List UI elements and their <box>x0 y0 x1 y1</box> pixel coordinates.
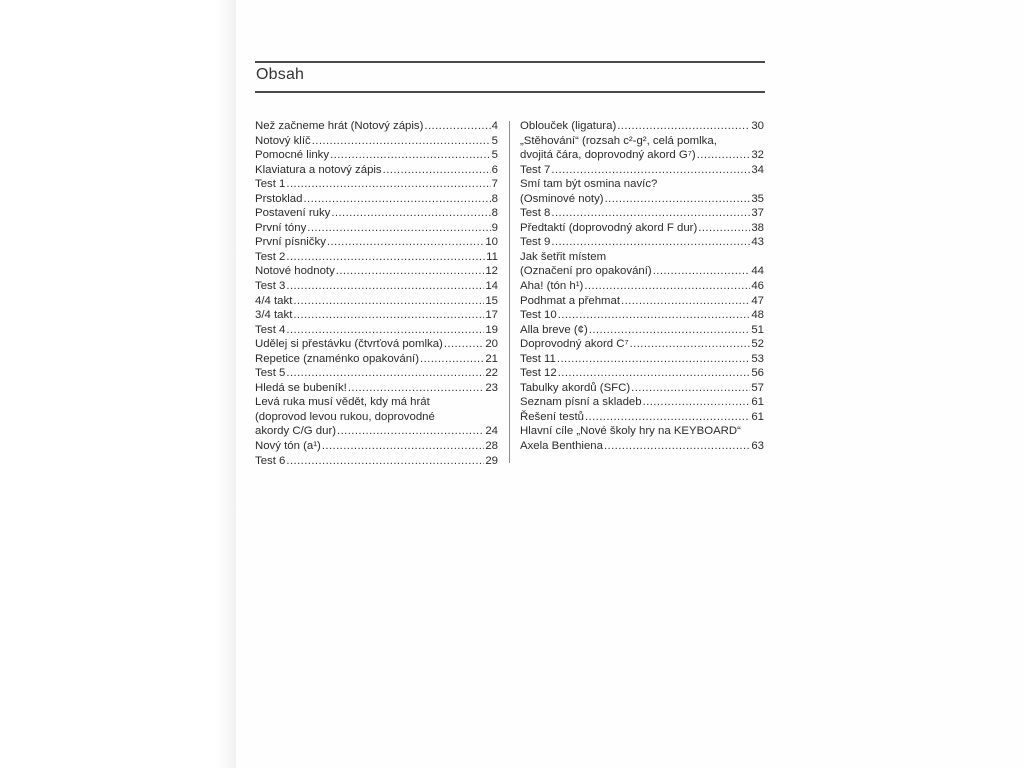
toc-entry-line <box>255 352 498 367</box>
toc-entry-title: Nový tón (a¹) <box>255 440 321 453</box>
toc-page-number: 35 <box>751 192 764 205</box>
toc-dot-leader <box>557 352 750 367</box>
toc-entry-line <box>520 323 764 338</box>
toc-entry-title: akordy C/G dur) <box>255 425 337 438</box>
toc-dot-leader <box>621 294 750 309</box>
toc-dot-leader <box>348 381 485 396</box>
toc-entry-line <box>520 410 764 425</box>
toc-entry-line <box>255 323 498 338</box>
toc-entry <box>520 395 764 410</box>
toc-page-number: 37 <box>751 207 764 220</box>
toc-left-column <box>255 119 498 468</box>
toc-entry-line <box>520 395 764 410</box>
toc-dot-leader <box>293 308 484 323</box>
toc-entry-title: Test 2 <box>255 250 286 263</box>
page-gutter <box>0 0 236 768</box>
toc-entry <box>255 395 498 439</box>
toc-dot-leader <box>286 279 484 294</box>
toc-entry-line <box>255 337 498 352</box>
toc-dot-leader <box>331 206 490 221</box>
toc-dot-leader <box>420 352 484 367</box>
toc-entry-title: Repetice (znaménko opakování) <box>255 352 419 365</box>
toc-entry-line <box>255 308 498 323</box>
toc-entry-title: Klaviatura a notový zápis <box>255 163 382 176</box>
toc-entry-title: Test 8 <box>520 207 551 220</box>
toc-page-number: 57 <box>751 381 764 394</box>
toc-entry <box>255 119 498 134</box>
toc-entry <box>520 235 764 250</box>
toc-entry-title: Postavení ruky <box>255 207 331 220</box>
toc-entry-title: Test 1 <box>255 178 286 191</box>
toc-entry-title-line: Smí tam být osmina navíc? <box>520 178 658 191</box>
toc-entry-line <box>520 352 764 367</box>
toc-entry <box>520 410 764 425</box>
toc-entry <box>255 439 498 454</box>
toc-dot-leader <box>336 264 485 279</box>
toc-dot-leader <box>551 206 750 221</box>
toc-page-number: 24 <box>485 425 498 438</box>
toc-entry-line <box>520 148 764 163</box>
toc-entry-line <box>255 177 498 192</box>
toc-entry-title: Axela Benthiena <box>520 440 603 453</box>
toc-entry-line <box>255 148 498 163</box>
toc-dot-leader <box>286 323 484 338</box>
toc-page-number: 61 <box>751 410 764 423</box>
toc-page-number: 63 <box>751 440 764 453</box>
toc-entry-title: Doprovodný akord C⁷ <box>520 338 629 351</box>
toc-page-number: 12 <box>485 265 498 278</box>
toc-page-number: 29 <box>485 454 498 467</box>
toc-dot-leader <box>424 119 490 134</box>
toc-dot-leader <box>698 221 750 236</box>
toc-entry <box>520 337 764 352</box>
toc-entry-title: Test 9 <box>520 236 551 249</box>
toc-entry-title: 4/4 takt <box>255 294 293 307</box>
toc-dot-leader <box>558 366 751 381</box>
toc-page-number: 47 <box>751 294 764 307</box>
toc-dot-leader <box>286 454 484 469</box>
toc-entry-line <box>520 163 764 178</box>
toc-page-number: 8 <box>491 192 498 205</box>
toc-dot-leader <box>307 221 490 236</box>
toc-entry <box>255 337 498 352</box>
toc-entry-title: (Osminové noty) <box>520 192 604 205</box>
toc-entry <box>255 148 498 163</box>
toc-entry <box>255 163 498 178</box>
toc-dot-leader <box>327 235 484 250</box>
toc-entry <box>255 366 498 381</box>
toc-entry-line <box>520 235 764 250</box>
toc-entry <box>520 163 764 178</box>
toc-entry <box>255 381 498 396</box>
column-divider <box>509 121 510 463</box>
toc-entry-title-line: „Stěhování“ (rozsah c²-g², celá pomlka, <box>520 134 717 147</box>
toc-dot-leader <box>312 134 491 149</box>
toc-entry <box>520 424 764 453</box>
toc-dot-leader <box>630 337 751 352</box>
toc-dot-leader <box>286 250 485 265</box>
toc-page-number: 61 <box>751 396 764 409</box>
toc-entry-title: Udělej si přestávku (čtvrťová pomlka) <box>255 338 443 351</box>
toc-entry <box>255 177 498 192</box>
toc-entry-line <box>255 264 498 279</box>
toc-entry-line <box>520 381 764 396</box>
toc-dot-leader <box>383 163 491 178</box>
toc-entry-line <box>520 192 764 207</box>
toc-entry <box>520 381 764 396</box>
toc-entry-line <box>255 454 498 469</box>
toc-entry-line <box>255 439 498 454</box>
toc-entry-line <box>255 235 498 250</box>
toc-entry-title: Test 12 <box>520 367 557 380</box>
toc-page-number: 14 <box>485 280 498 293</box>
toc-dot-leader <box>551 235 750 250</box>
toc-entry-title: První tóny <box>255 221 307 234</box>
toc-entry-line <box>520 119 764 134</box>
toc-entry <box>520 119 764 134</box>
toc-dot-leader <box>286 366 484 381</box>
toc-entry <box>255 192 498 207</box>
toc-entry-line <box>255 294 498 309</box>
toc-entry <box>520 221 764 236</box>
toc-entry <box>520 366 764 381</box>
toc-entry-title-line: Jak šetřit místem <box>520 250 607 263</box>
toc-page-number: 8 <box>491 207 498 220</box>
toc-dot-leader <box>589 323 751 338</box>
toc-dot-leader <box>643 395 751 410</box>
toc-entry-line <box>255 119 498 134</box>
toc-dot-leader <box>604 439 750 454</box>
toc-entry <box>520 308 764 323</box>
toc-dot-leader <box>697 148 751 163</box>
toc-entry <box>255 221 498 236</box>
toc-entry-title: Pomocné linky <box>255 149 330 162</box>
toc-page-number: 51 <box>751 323 764 336</box>
toc-page-number: 11 <box>486 250 498 263</box>
toc-entry-title: Test 4 <box>255 323 286 336</box>
toc-page-number: 6 <box>491 163 498 176</box>
toc-entry-line <box>520 221 764 236</box>
toc-page-number: 10 <box>485 236 498 249</box>
toc-entry <box>255 235 498 250</box>
toc-entry-title: Prstoklad <box>255 192 303 205</box>
toc-entry <box>255 308 498 323</box>
toc-page-number: 23 <box>485 381 498 394</box>
toc-entry-line <box>255 134 498 149</box>
toc-dot-leader <box>631 381 750 396</box>
toc-entry-line <box>520 294 764 309</box>
toc-entry-line <box>520 337 764 352</box>
toc-entry <box>520 250 764 279</box>
toc-entry-title: Tabulky akordů (SFC) <box>520 381 631 394</box>
toc-entry-title: 3/4 takt <box>255 309 293 322</box>
toc-entry-line <box>255 250 498 265</box>
toc-entry <box>255 279 498 294</box>
toc-dot-leader <box>286 177 490 192</box>
toc-entry-line <box>520 366 764 381</box>
toc-entry-line <box>255 366 498 381</box>
toc-entry-title: Než začneme hrát (Notový zápis) <box>255 120 424 132</box>
toc-page-number: 48 <box>751 309 764 322</box>
toc-entry-title: Předtaktí (doprovodný akord F dur) <box>520 221 698 234</box>
toc-dot-leader <box>444 337 484 352</box>
toc-page-number: 5 <box>491 149 498 162</box>
toc-page-number: 5 <box>491 134 498 147</box>
toc-dot-leader <box>551 163 750 178</box>
toc-entry-line <box>520 308 764 323</box>
toc-dot-leader <box>605 192 751 207</box>
toc-page-number: 19 <box>485 323 498 336</box>
toc-page-number: 38 <box>751 221 764 234</box>
toc-page-number: 46 <box>751 280 764 293</box>
toc-entry <box>255 206 498 221</box>
toc-page-number: 17 <box>485 309 498 322</box>
toc-page-number: 43 <box>751 236 764 249</box>
page-title: Obsah <box>256 66 305 83</box>
toc-dot-leader <box>558 308 751 323</box>
toc-entry <box>520 323 764 338</box>
toc-entry-title: (Označení pro opakování) <box>520 265 652 278</box>
toc-entry-line <box>255 192 498 207</box>
toc-entry <box>255 323 498 338</box>
toc-entry-title: Test 5 <box>255 367 286 380</box>
toc-entry-title: Podhmat a přehmat <box>520 294 621 307</box>
toc-entry <box>520 294 764 309</box>
toc-entry <box>255 264 498 279</box>
toc-entry <box>255 454 498 469</box>
toc-page-number: 7 <box>491 178 498 191</box>
toc-entry-line <box>255 424 498 439</box>
toc-page-number: 22 <box>485 367 498 380</box>
toc-entry-title: Aha! (tón h¹) <box>520 280 584 293</box>
toc-entry <box>255 250 498 265</box>
toc-entry-title: Test 10 <box>520 309 557 322</box>
toc-page-number: 21 <box>485 352 498 365</box>
toc-page-number: 52 <box>751 338 764 351</box>
toc-page-number: 30 <box>751 120 764 132</box>
toc-entry-title: Test 3 <box>255 280 286 293</box>
toc-entry-line <box>255 279 498 294</box>
toc-page-number: 4 <box>491 120 498 132</box>
toc-entry-title: Řešení testů <box>520 410 584 423</box>
toc-entry <box>520 134 764 163</box>
toc-entry-title-line: Hlavní cíle „Nové školy hry na KEYBOARD“ <box>520 425 741 438</box>
toc-entry-title: Test 11 <box>520 352 556 365</box>
toc-dot-leader <box>653 264 751 279</box>
toc-entry <box>520 177 764 206</box>
toc-page-number: 9 <box>491 221 498 234</box>
toc-entry-title: Oblouček (ligatura) <box>520 120 617 132</box>
toc-entry-line <box>520 439 764 454</box>
toc-page-number: 44 <box>751 265 764 278</box>
toc-page-number: 53 <box>751 352 764 365</box>
toc-entry-title-line: Levá ruka musí vědět, kdy má hrát <box>255 396 430 409</box>
toc-entry-title: Alla breve (¢) <box>520 323 588 336</box>
toc-dot-leader <box>584 279 750 294</box>
toc-dot-leader <box>337 424 484 439</box>
toc-page-number: 32 <box>751 149 764 162</box>
toc-entry <box>520 279 764 294</box>
toc-entry <box>255 134 498 149</box>
toc-page-number: 34 <box>751 163 764 176</box>
toc-entry-title: Notové hodnoty <box>255 265 335 278</box>
toc-page-number: 56 <box>751 367 764 380</box>
toc-entry-line <box>520 279 764 294</box>
toc-right-column <box>520 119 764 454</box>
toc-entry-line <box>520 264 764 279</box>
toc-entry-line <box>255 163 498 178</box>
toc-entry-title: Notový klíč <box>255 134 311 147</box>
toc-dot-leader <box>293 294 484 309</box>
toc-page-number: 20 <box>485 338 498 351</box>
toc-dot-leader <box>585 410 750 425</box>
toc-entry-title: První písničky <box>255 236 326 249</box>
toc-entry-title: Hledá se bubeník! <box>255 381 347 394</box>
toc-entry-title: Test 6 <box>255 454 286 467</box>
toc-entry-line <box>520 206 764 221</box>
toc-entry <box>255 352 498 367</box>
toc-entry-title: Seznam písní a skladeb <box>520 396 642 409</box>
toc-entry-title: dvojitá čára, doprovodný akord G⁷) <box>520 149 696 162</box>
toc-entry <box>520 352 764 367</box>
toc-dot-leader <box>330 148 491 163</box>
toc-entry-title-line: (doprovod levou rukou, doprovodné <box>255 410 435 423</box>
toc-dot-leader <box>322 439 484 454</box>
page-header <box>255 61 765 93</box>
toc-dot-leader <box>303 192 490 207</box>
toc-entry-line <box>255 206 498 221</box>
toc-entry <box>520 206 764 221</box>
toc-page-number: 15 <box>485 294 498 307</box>
toc-entry-line <box>255 221 498 236</box>
toc-entry <box>255 294 498 309</box>
toc-entry-line <box>255 381 498 396</box>
toc-dot-leader <box>617 119 750 134</box>
toc-page-number: 28 <box>485 440 498 453</box>
toc-entry-title: Test 7 <box>520 163 551 176</box>
